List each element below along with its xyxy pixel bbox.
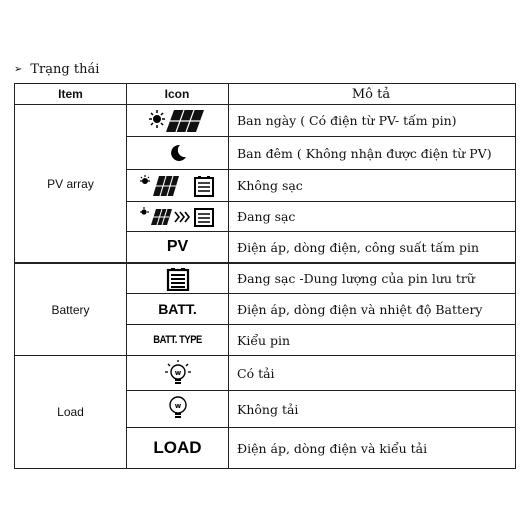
section-title: Trạng thái [30, 61, 100, 77]
row-description: Ban ngày ( Có điện từ PV- tấm pin) [237, 113, 457, 128]
header-icon: Icon [164, 87, 190, 101]
svg-text:w: w [174, 402, 181, 410]
batt-text-icon: BATT. [158, 301, 197, 317]
row-icon-cell [127, 356, 228, 390]
group-pv-array: PV array [47, 176, 94, 191]
group-battery: Battery [51, 302, 90, 317]
section-heading [14, 59, 99, 79]
row-icon-cell [127, 294, 228, 324]
row-icon-cell [127, 137, 228, 169]
row-description: Điện áp, dòng điện và kiểu tải [237, 440, 428, 456]
row-description: Đang sạc -Dung lượng của pin lưu trữ [237, 271, 475, 286]
row-icon-cell [127, 170, 228, 201]
row-description: Điện áp, dòng điện, công suất tấm pin [237, 239, 480, 255]
sun-solar-panel-icon [148, 108, 208, 134]
row-description: Đang sạc [237, 209, 296, 224]
status-table [14, 83, 516, 469]
solar-panel-charging-battery-icon [139, 206, 217, 228]
bulb-on-icon [163, 359, 193, 387]
row-description: Không sạc [237, 178, 303, 193]
row-icon-cell [127, 105, 228, 136]
group-load: Load [57, 405, 84, 419]
row-description: Ban đêm ( Không nhận được điện từ PV) [237, 145, 492, 161]
row-icon-cell [127, 391, 228, 427]
header-item: Item [58, 87, 83, 101]
row-icon-cell [127, 232, 228, 262]
arrow-bullet-icon: ➢ [14, 63, 23, 75]
solar-panel-battery-icon [139, 174, 217, 198]
row-icon-cell [127, 202, 228, 231]
header-description: Mô tả [351, 86, 391, 102]
row-description: Kiểu pin [237, 332, 291, 348]
row-description: Không tải [237, 401, 299, 417]
row-icon-cell [127, 325, 228, 355]
row-icon-cell [127, 264, 228, 293]
load-text-icon: LOAD [153, 438, 202, 457]
pv-text-icon: PV [166, 238, 189, 255]
bulb-off-icon [166, 394, 190, 424]
row-description: Điện áp, dòng điện và nhiệt độ Battery [237, 301, 483, 317]
moon-icon [168, 143, 188, 163]
svg-text:w: w [174, 369, 181, 377]
batt-type-text-icon: BATT. TYPE [153, 334, 202, 346]
row-description: Có tải [237, 365, 275, 381]
row-icon-cell [127, 428, 228, 468]
battery-level-icon [166, 267, 190, 291]
